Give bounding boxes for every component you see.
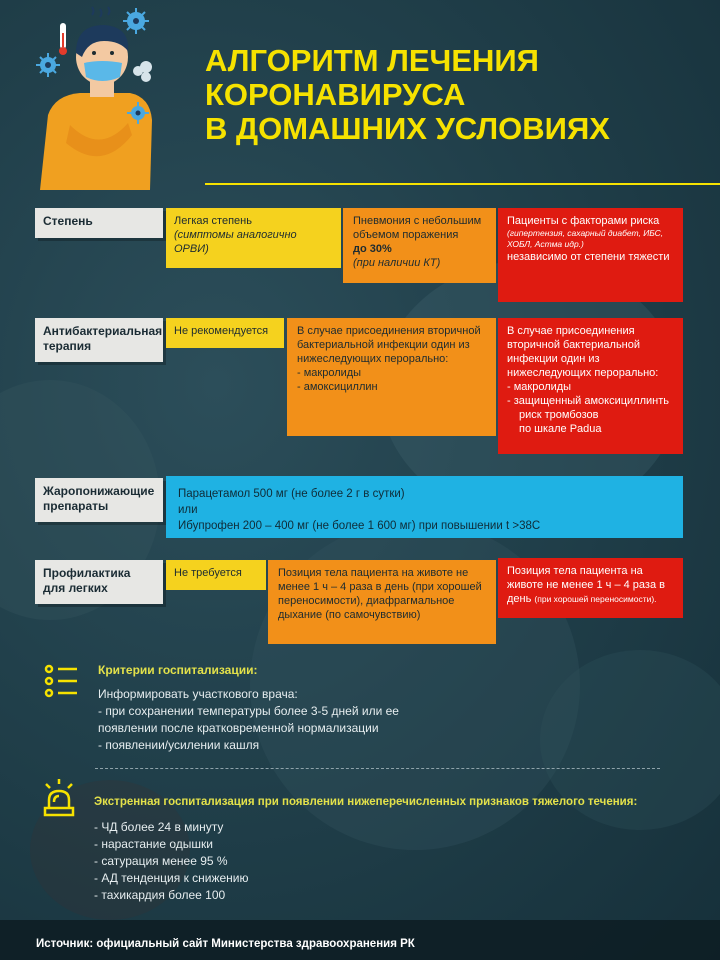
antibacterial-risk-item: - макролиды	[507, 381, 572, 393]
antibacterial-pneumonia-item: - амоксициллин	[297, 381, 378, 393]
antipyretic-line: Ибупрофен 200 – 400 мг (не более 1 600 мг) при повышении t >38С	[178, 520, 541, 532]
antibacterial-risk-item: - защищенный амоксициллинть	[507, 395, 670, 407]
alarm-siren-icon	[42, 778, 76, 818]
risk-note: (гипертензия, сахарный диабет, ИБС, ХОБЛ, Астма идр.)	[507, 228, 664, 249]
section-divider	[95, 768, 660, 769]
title-divider	[205, 183, 720, 185]
emergency-item: - ЧД более 24 в минуту	[94, 820, 224, 834]
emergency-item: - нарастание одышки	[94, 837, 213, 851]
criteria-line: появлении после кратковременной нормализации	[98, 721, 379, 735]
lungs-risk-cell	[498, 558, 683, 618]
lungs-risk-note: (при хорошей переносимости).	[534, 594, 657, 604]
antibacterial-risk-item: по шкале Padua	[519, 423, 602, 435]
emergency-item: - сатурация менее 95 %	[94, 854, 228, 868]
emergency-item: - тахикардия более 100	[94, 888, 226, 902]
antibacterial-pneumonia-text: В случае присоединения вторичной бактериальной инфекции один из нижеследующих перорально:	[297, 325, 481, 365]
antibacterial-mild-text: Не рекомендуется	[174, 325, 269, 337]
emergency-item: - АД тенденция к снижению	[94, 871, 249, 885]
page-title	[205, 44, 685, 146]
row-label-antibacterial	[35, 318, 163, 362]
lungs-pneumonia-text: Позиция тела пациента на животе не менее 1 ч – 4 раза в день (при хорошей переносимости), диафрагмальное дыхание (по самочувствию)	[278, 567, 482, 621]
source-text: Источник: официальный сайт Министерства здравоохранения РК	[36, 938, 415, 950]
title-line-1: АЛГОРИТМ ЛЕЧЕНИЯ	[205, 43, 539, 78]
pneumonia-title: Пневмония с небольшим объемом поражения	[353, 215, 482, 241]
criteria-line: Информировать участкового врача:	[98, 687, 298, 701]
lungs-mild-text: Не требуется	[174, 567, 242, 579]
risk-title: Пациенты с факторами риска	[507, 215, 660, 227]
lungs-risk-text: Позиция тела пациента на животе не менее 1 ч – 4 раза в день	[507, 565, 665, 605]
antibacterial-risk-item: риск тромбозов	[519, 409, 599, 421]
title-line-3: В ДОМАШНИХ УСЛОВИЯХ	[205, 111, 610, 146]
row-label-antipyretic	[35, 478, 163, 522]
emergency-title: Экстренная госпитализация при появлении нижеперечисленных признаков тяжелого течения:	[94, 796, 638, 808]
pneumonia-value: до 30%	[353, 243, 392, 255]
criteria-line: - при сохранении температуры более 3-5 дней или ее	[98, 704, 399, 718]
antibacterial-mild-cell	[166, 318, 284, 348]
list-icon	[44, 664, 78, 698]
degree-pneumonia-cell	[343, 208, 496, 283]
antipyretic-line: Парацетамол 500 мг (не более 2 г в сутки)	[178, 488, 405, 500]
sick-person-illustration	[20, 5, 200, 190]
lungs-pneumonia-cell	[268, 560, 496, 644]
degree-mild-cell	[166, 208, 341, 268]
mild-note: (симптомы аналогично ОРВИ)	[174, 229, 297, 255]
row-label-lungs	[35, 560, 163, 604]
antibacterial-risk-text: В случае присоединения вторичной бактериальной инфекции один из нижеследующих перорально:	[507, 325, 659, 379]
risk-extra: независимо от степени тяжести	[507, 251, 670, 263]
criteria-title: Критерии госпитализации:	[98, 663, 258, 677]
row-label-text: Профилактика для легких	[43, 566, 131, 595]
antibacterial-pneumonia-item: - макролиды	[297, 367, 362, 379]
antibacterial-risk-cell	[498, 318, 683, 454]
row-label-degree	[35, 208, 163, 238]
degree-risk-cell	[498, 208, 683, 302]
antibacterial-pneumonia-cell	[287, 318, 496, 436]
criteria-line: - появлении/усилении кашля	[98, 738, 260, 752]
antipyretic-cell	[166, 476, 683, 538]
lungs-mild-cell	[166, 560, 266, 590]
row-label-text: Степень	[43, 214, 93, 228]
row-label-text: Антибактериальная терапия	[43, 324, 163, 353]
row-label-text: Жаропонижающие препараты	[43, 484, 155, 513]
antipyretic-line: или	[178, 504, 198, 516]
mild-title: Легкая степень	[174, 215, 252, 227]
title-line-2: КОРОНАВИРУСА	[205, 77, 466, 112]
pneumonia-note: (при наличии КТ)	[353, 257, 441, 269]
